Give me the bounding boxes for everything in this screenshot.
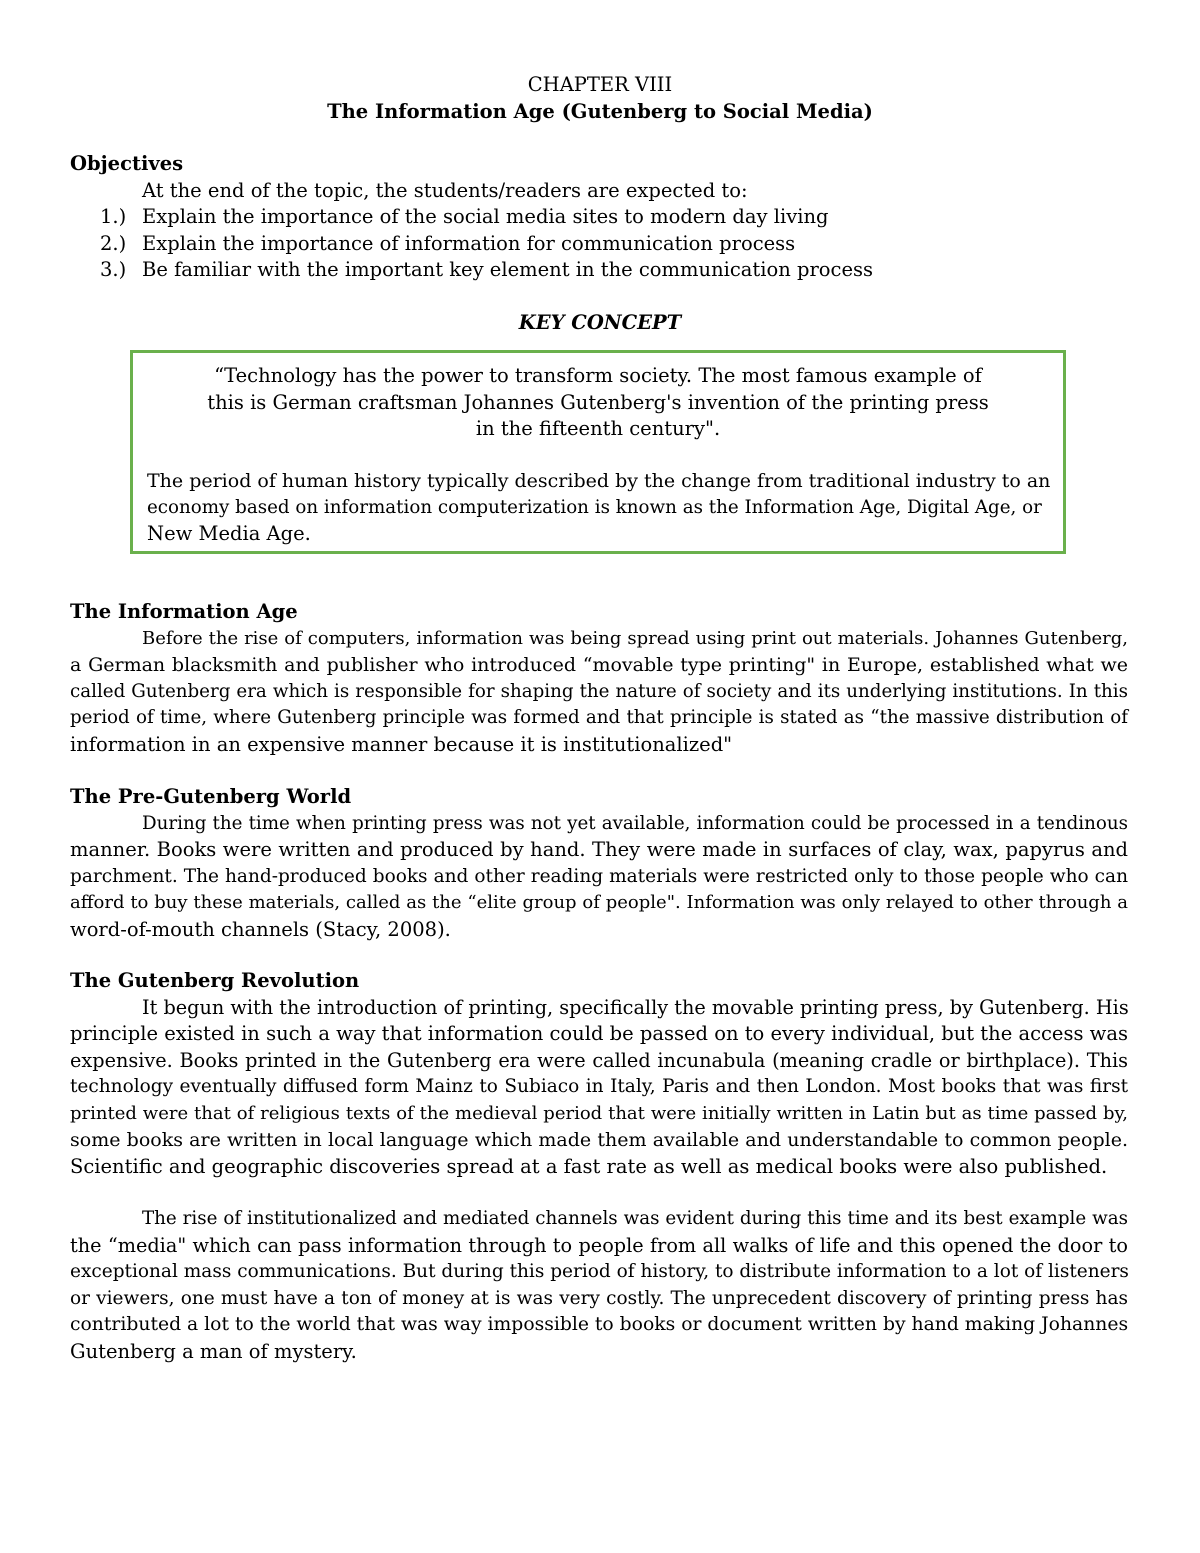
objective-text: Explain the importance of information for communication process [142,231,796,255]
paragraph-line: afford to buy these materials, called as the “elite group of people". Information was only relayed to other through a [70,892,1128,913]
chapter-subtitle: The Information Age (Gutenberg to Social Media) [327,100,873,123]
paragraph-line: principle existed in such a way that information could be passed on to every individual, but the access was [70,1022,1128,1045]
section-paragraph [70,995,1128,1181]
key-concept-box [130,350,1066,554]
paragraph-line: printed were that of religious texts of the medieval period that were initially written in Latin but as time passed by, [70,1102,1128,1124]
objective-item [100,204,873,231]
section-heading: The Gutenberg Revolution [70,969,360,992]
quote-line: “Technology has the power to transform society. The most famous example of [214,364,982,387]
definition-line: economy based on information computerization is known as the Information Age, Digital Age, or [147,496,1042,518]
section-rise-of-channels [70,1206,1128,1365]
objective-text: Be familiar with the important key element in the communication process [142,258,874,281]
paragraph-line: information in an expensive manner because it is institutionalized" [70,732,733,756]
definition-line: The period of human history typically described by the change from traditional industry to an [147,470,1051,492]
paragraph-line: Scientific and geographic discoveries spread at a fast rate as well as medical books were also published. [70,1154,1108,1178]
key-concept-heading: KEY CONCEPT [518,311,682,334]
paragraph-line: parchment. The hand-produced books and other reading materials were restricted only to those people who can [70,865,1128,887]
paragraph-line: a German blacksmith and publisher who introduced “movable type printing" in Europe, established what we [70,654,1128,676]
paragraph-line: During the time when printing press was not yet available, information could be processed in a tendinous [142,812,1128,834]
quote-line: in the fifteenth century". [475,417,721,440]
objective-number: 2.) [100,231,127,255]
paragraph-line: It begun with the introduction of printing, specifically the movable printing press, by Gutenberg. His [142,995,1129,1019]
objectives-heading: Objectives [70,152,184,175]
section-pre-gutenberg [70,784,1128,943]
paragraph-line: exceptional mass communications. But during this period of history, to distribute information to a lot of listeners [70,1261,1129,1282]
paragraph-line: technology eventually diffused form Mainz to Subiaco in Italy, Paris and then London. Most books that was first [70,1076,1128,1097]
paragraph-line: expensive. Books printed in the Gutenberg era were called incunabula (meaning cradle or birthplace). This [70,1048,1128,1072]
objectives-intro: At the end of the topic, the students/readers are expected to: [142,179,748,202]
paragraph-line: contributed a lot to the world that was way impossible to books or document written by hand making Johannes [70,1314,1129,1335]
paragraph-line: or viewers, one must have a ton of money at is was very costly. The unprecedent discovery of printing press has [70,1287,1128,1309]
objective-number: 3.) [100,258,127,281]
key-concept-quote [133,363,1063,443]
objectives-list [100,204,873,284]
paragraph-line: Before the rise of computers, information was being spread using print out materials. Johannes Gutenberg, [142,627,1128,649]
section-heading: The Pre-Gutenberg World [70,785,352,808]
section-heading: The Information Age [70,600,298,623]
paragraph-line: Gutenberg a man of mystery. [70,1339,357,1363]
paragraph-line: called Gutenberg era which is responsible for shaping the nature of society and its underlying institutions. In this [70,680,1128,702]
chapter-title: CHAPTER VIII [527,73,673,96]
quote-line: this is German craftsman Johannes Gutenberg's invention of the printing press [207,390,989,414]
section-paragraph [70,811,1128,944]
paragraph-line: some books are written in local language which made them available and understandable to common people. [70,1129,1128,1151]
objective-item [100,257,873,284]
objective-item [100,231,873,258]
objective-number: 1.) [100,205,127,228]
section-paragraph [70,1206,1128,1365]
objective-text: Explain the importance of the social media sites to modern day living [142,205,829,228]
key-concept-definition [147,468,1052,548]
section-paragraph [70,626,1128,759]
paragraph-line: period of time, where Gutenberg principle was formed and that principle is stated as “the massive distribution of [70,707,1128,728]
paragraph-line: manner. Books were written and produced by hand. They were made in surfaces of clay, wax, papyrus and [70,838,1128,861]
paragraph-line: word-of-mouth channels (Stacy, 2008). [70,917,451,941]
paragraph-line: The rise of institutionalized and mediated channels was evident during this time and its best example was [142,1208,1128,1229]
definition-line: New Media Age. [147,522,311,545]
section-gutenberg-revolution [70,968,1128,1180]
section-information-age [70,599,1128,758]
paragraph-line: the “media" which can pass information through to people from all walks of life and this opened the door to [70,1233,1128,1257]
